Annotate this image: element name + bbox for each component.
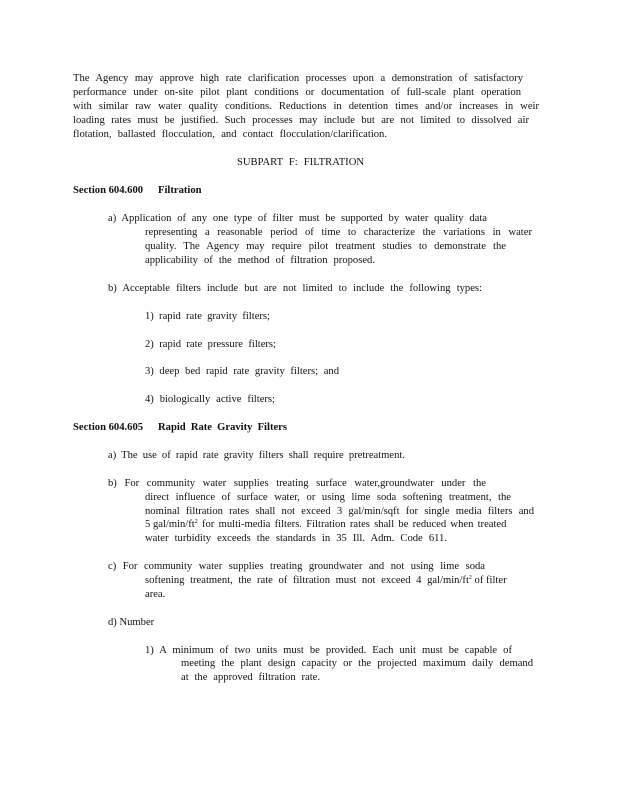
filter-type-item: 4) biologically active filters;: [145, 394, 275, 405]
item-a-line: applicability of the method of filtration proposed.: [145, 255, 375, 266]
item-d1-line: meeting the plant design capacity or the projected maximum daily demand: [181, 658, 533, 669]
intro-line: flotation, ballasted flocculation, and contact flocculation/clarification.: [73, 129, 387, 140]
item-b-line: b) For community water supplies treating surface water,groundwater under the: [108, 478, 486, 489]
section-title: Filtration: [158, 185, 202, 196]
item-c-line-2: [145, 574, 525, 588]
item-b-line: direct influence of surface water, or using lime soda softening treatment, the: [145, 492, 511, 503]
item-c-text: softening treatment, the rate of filtration must not exceed 4 gal/min/ft: [145, 575, 469, 586]
subpart-heading: SUBPART F: FILTRATION: [237, 157, 364, 168]
item-a-line: a) Application of any one type of filter must be supported by water quality data: [108, 213, 487, 224]
filter-type-item: 1) rapid rate gravity filters;: [145, 311, 270, 322]
item-a-line: quality. The Agency may require pilot treatment studies to demonstrate the: [145, 241, 506, 252]
intro-line: The Agency may approve high rate clarification processes upon a demonstration of satisfactory: [73, 73, 523, 84]
filter-type-item: 3) deep bed rapid rate gravity filters; and: [145, 366, 339, 377]
squared-superscript: 2: [194, 519, 198, 525]
item-c-line: area.: [145, 589, 166, 600]
section-number: Section 604.605: [73, 422, 144, 433]
intro-line: loading rates must be justified. Such processes may include but are not limited to dissolved air: [73, 115, 529, 126]
squared-superscript: 2: [468, 575, 472, 581]
flow-rate-text: 5 gal/min/ft: [145, 519, 195, 530]
item-b-line: nominal filtration rates shall not exceed 3 gal/min/sqft for single media filters and: [145, 506, 534, 517]
item-b-line: b) Acceptable filters include but are not limited to include the following types:: [108, 283, 482, 294]
item-c-line: c) For community water supplies treating groundwater and not using lime soda: [108, 561, 485, 572]
section-title: Rapid Rate Gravity Filters: [158, 422, 287, 433]
item-d-heading: d) Number: [108, 617, 155, 628]
section-number: Section 604.600: [73, 185, 144, 196]
item-d1-line: at the approved filtration rate.: [181, 672, 320, 683]
filter-type-item: 2) rapid rate pressure filters;: [145, 339, 276, 350]
item-b-text: for multi-media filters. Filtration rates shall be reduced when treated: [197, 519, 507, 530]
item-a-line: representing a reasonable period of time to characterize the variations in water: [145, 227, 532, 238]
item-d1-line: 1) A minimum of two units must be provided. Each unit must be capable of: [145, 645, 512, 656]
item-a-line: a) The use of rapid rate gravity filters shall require pretreatment.: [108, 450, 405, 461]
item-c-text: of filter: [471, 575, 507, 586]
intro-line: with similar raw water quality conditions. Reductions in detention times and/or increases in weir: [73, 101, 539, 112]
item-b-line-4: [145, 518, 535, 532]
intro-line: performance under on-site pilot plant conditions or documentation of full-scale plant operation: [73, 87, 521, 98]
item-b-line: water turbidity exceeds the standards in 35 Ill. Adm. Code 611.: [145, 533, 447, 544]
